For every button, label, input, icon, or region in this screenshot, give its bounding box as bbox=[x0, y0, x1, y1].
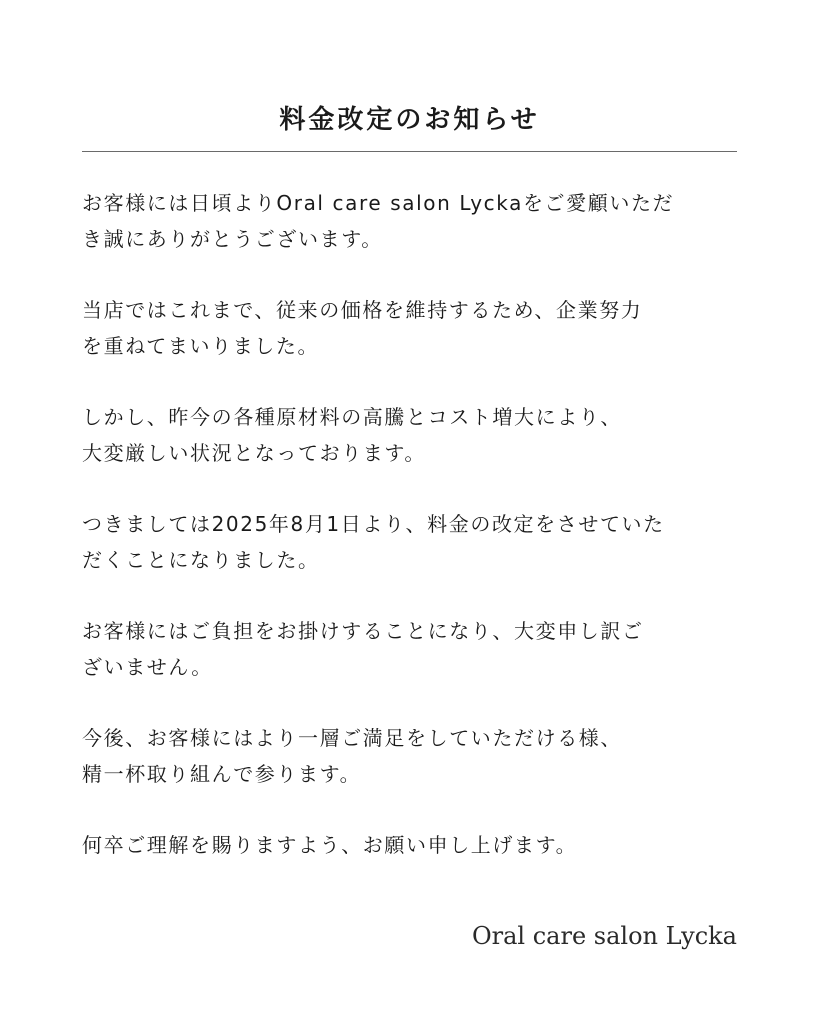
paragraph-line: 当店ではこれまで、従来の価格を維持するため、企業努力 bbox=[82, 298, 643, 322]
paragraph-line: 大変厳しい状況となっております。 bbox=[82, 441, 426, 465]
paragraph-closing bbox=[82, 827, 742, 863]
paragraph-line: お客様には日頃よりOral care salon Lyckaをご愛顧いただ bbox=[82, 191, 675, 215]
title-divider bbox=[82, 151, 737, 152]
paragraph-commitment bbox=[82, 720, 742, 792]
paragraph-line: 何卒ご理解を賜りますよう、お願い申し上げます。 bbox=[82, 833, 578, 857]
paragraph-line: しかし、昨今の各種原材料の高騰とコスト増大により、 bbox=[82, 405, 622, 429]
paragraph-line: 精一杯取り組んで参ります。 bbox=[82, 762, 362, 786]
paragraph-apology bbox=[82, 613, 742, 685]
paragraph-line: 今後、お客様にはより一層ご満足をしていただける様、 bbox=[82, 726, 622, 750]
paragraph-line: お客様にはご負担をお掛けすることになり、大変申し訳ご bbox=[82, 619, 644, 643]
paragraph-line: つきましては2025年8月1日より、料金の改定をさせていた bbox=[82, 512, 665, 536]
notice-body bbox=[82, 185, 742, 898]
paragraph-line: だくことになりました。 bbox=[82, 548, 320, 572]
paragraph-reason bbox=[82, 399, 742, 471]
paragraph-line: を重ねてまいりました。 bbox=[82, 334, 320, 358]
paragraph-greeting bbox=[82, 185, 742, 257]
paragraph-line: き誠にありがとうございます。 bbox=[82, 227, 383, 251]
paragraph-line: ざいません。 bbox=[82, 655, 213, 679]
paragraph-effective-date bbox=[82, 506, 742, 578]
page-title: 料金改定のお知らせ bbox=[279, 105, 540, 136]
paragraph-history bbox=[82, 292, 742, 364]
salon-signature: Oral care salon Lycka bbox=[471, 922, 737, 950]
